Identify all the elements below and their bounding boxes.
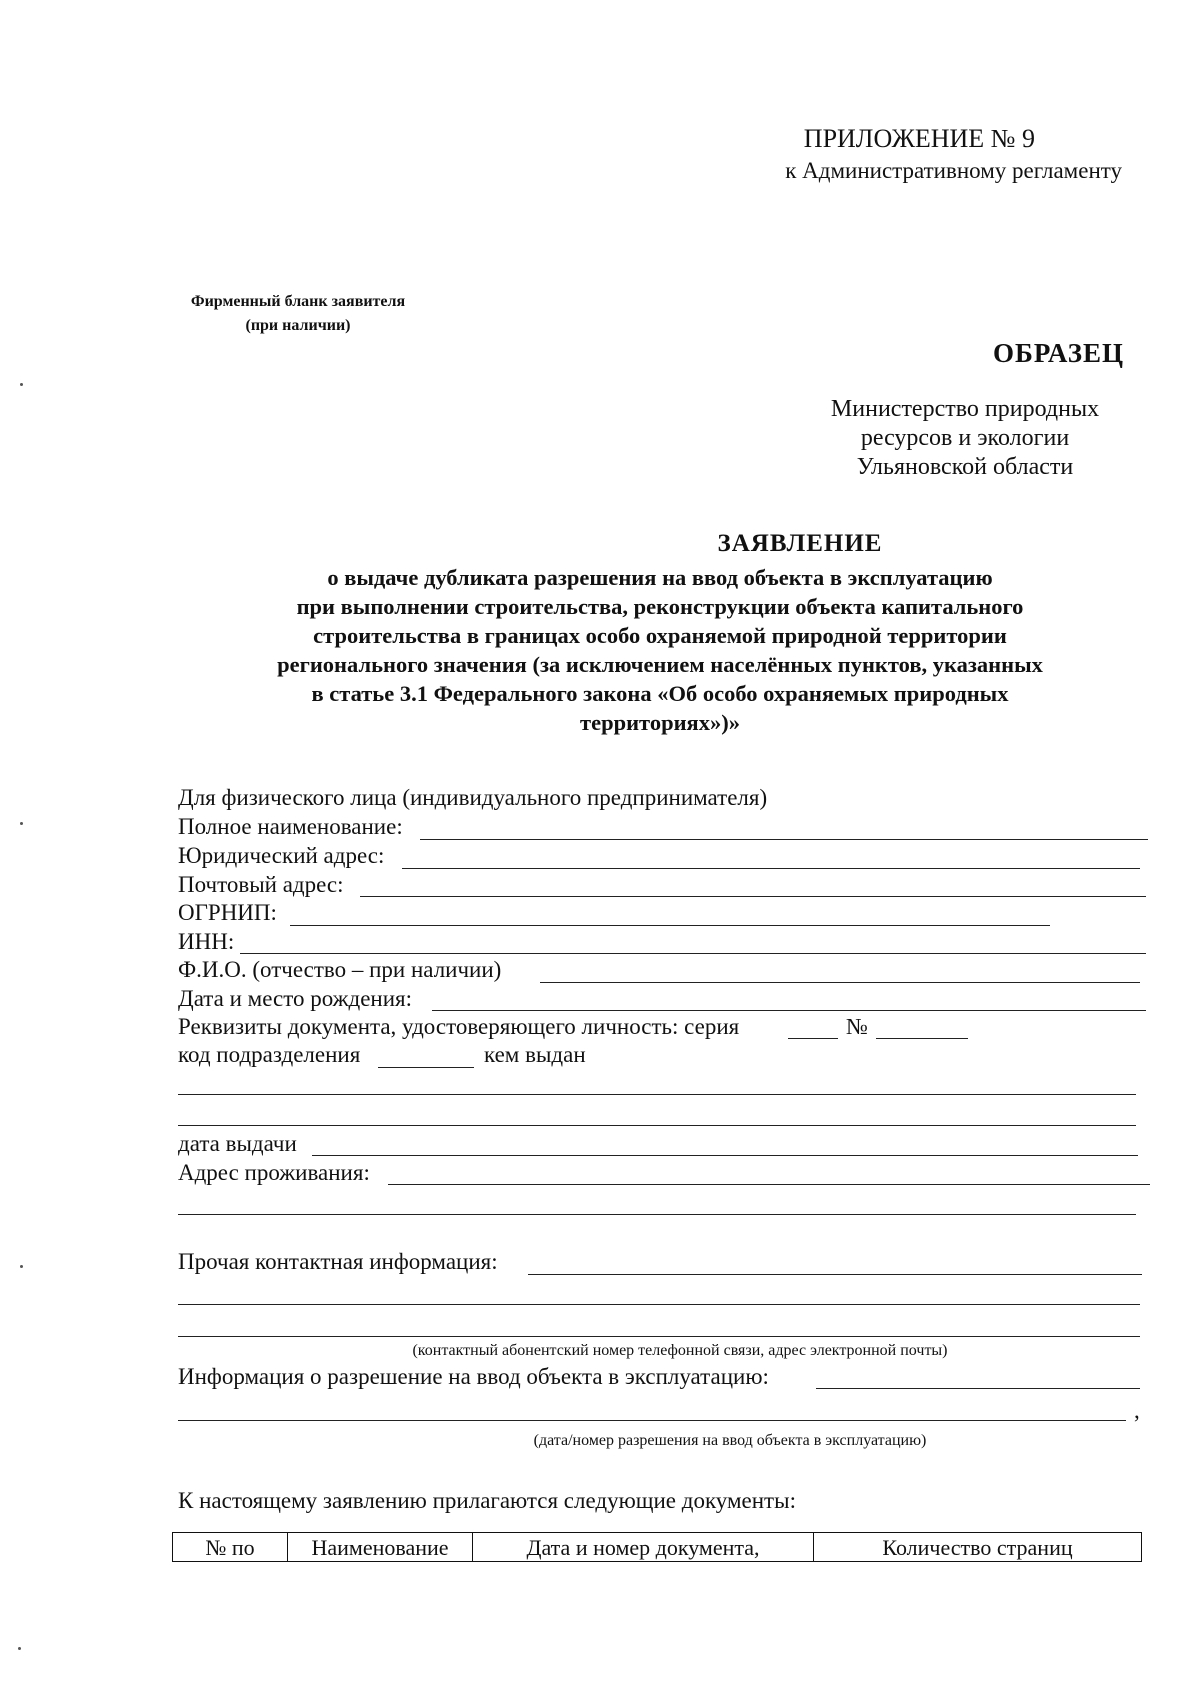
inn-field[interactable]	[240, 953, 1146, 954]
contact-hint: (контактный абонентский номер телефонной связи, адрес электронной почты)	[412, 1342, 948, 1359]
attachments-table	[172, 1532, 1142, 1562]
letterhead-line: (при наличии)	[245, 317, 351, 334]
division-code-field[interactable]	[378, 1067, 474, 1068]
other-contact-field-extra[interactable]	[178, 1336, 1140, 1337]
issue-date-field[interactable]	[312, 1155, 1138, 1156]
scan-speck	[20, 822, 23, 825]
addressee	[800, 395, 1130, 482]
permit-hint: (дата/номер разрешения на ввод объекта в эксплуатацию)	[533, 1432, 927, 1449]
id-series-field[interactable]	[788, 1038, 838, 1039]
ogrnip-field[interactable]	[290, 925, 1050, 926]
column-header: Наименование	[288, 1533, 473, 1562]
subtitle-line: в статье 3.1 Федерального закона «Об особо охраняемых природных	[311, 681, 1009, 706]
residence-field[interactable]	[388, 1184, 1150, 1185]
table-header-row	[173, 1533, 1142, 1562]
column-header: № по	[173, 1533, 288, 1562]
fio-field[interactable]	[540, 982, 1140, 983]
other-contact-field[interactable]	[528, 1274, 1142, 1275]
document-title: ЗАЯВЛЕНИЕ	[717, 530, 883, 557]
id-number-field[interactable]	[876, 1038, 968, 1039]
issue-date-label: дата выдачи	[178, 1131, 297, 1156]
division-code-label: код подразделения	[178, 1042, 361, 1067]
number-sign: №	[846, 1014, 868, 1039]
full-name-field[interactable]	[420, 839, 1148, 840]
full-name-label: Полное наименование:	[178, 814, 403, 839]
issued-by-label: кем выдан	[484, 1042, 586, 1067]
subtitle-line: строительства в границах особо охраняемой природной территории	[313, 623, 1007, 648]
other-contact-label: Прочая контактная информация:	[178, 1249, 498, 1274]
postal-address-label: Почтовый адрес:	[178, 872, 344, 897]
permit-info-label: Информация о разрешение на ввод объекта в эксплуатацию:	[178, 1364, 769, 1389]
letterhead-note	[168, 290, 428, 338]
addressee-line: ресурсов и экологии	[860, 425, 1070, 451]
addressee-line: Министерство природных	[830, 396, 1100, 422]
subtitle-line: о выдаче дубликата разрешения на ввод объекта в эксплуатацию	[327, 565, 993, 590]
fio-label: Ф.И.О. (отчество – при наличии)	[178, 957, 502, 982]
ogrnip-label: ОГРНИП:	[178, 900, 277, 925]
permit-info-field-extra[interactable]	[178, 1420, 1126, 1421]
other-contact-field-extra[interactable]	[178, 1304, 1140, 1305]
issued-by-field-extra[interactable]	[178, 1125, 1136, 1126]
birth-field[interactable]	[432, 1010, 1146, 1011]
appendix-title: ПРИЛОЖЕНИЕ № 9	[803, 124, 1035, 153]
birth-label: Дата и место рождения:	[178, 986, 413, 1011]
document-subtitle	[200, 563, 1120, 737]
postal-address-field[interactable]	[360, 896, 1146, 897]
sample-label: ОБРАЗЕЦ	[993, 338, 1124, 368]
trailing-comma: ,	[1134, 1398, 1140, 1423]
legal-address-field[interactable]	[402, 868, 1140, 869]
letterhead-line: Фирменный бланк заявителя	[190, 293, 406, 310]
permit-info-field[interactable]	[816, 1388, 1140, 1389]
attachments-heading: К настоящему заявлению прилагаются следующие документы:	[178, 1488, 796, 1513]
id-document-label: Реквизиты документа, удостоверяющего личность: серия	[178, 1014, 740, 1039]
scan-speck	[20, 383, 23, 386]
section-heading: Для физического лица (индивидуального предпринимателя)	[178, 785, 768, 810]
subtitle-line: регионального значения (за исключением населённых пунктов, указанных	[277, 652, 1043, 677]
inn-label: ИНН:	[178, 929, 235, 954]
subtitle-line: при выполнении строительства, реконструкции объекта капитального	[296, 594, 1024, 619]
residence-label: Адрес проживания:	[178, 1160, 370, 1185]
column-header: Количество страниц	[814, 1533, 1142, 1562]
scan-speck	[18, 1647, 21, 1650]
issued-by-field[interactable]	[178, 1094, 1136, 1095]
appendix-subtitle: к Административному регламенту	[785, 158, 1122, 183]
scan-speck	[20, 1265, 23, 1268]
subtitle-line: территориях»)»	[580, 710, 740, 735]
legal-address-label: Юридический адрес:	[178, 843, 385, 868]
residence-field-extra[interactable]	[178, 1214, 1136, 1215]
addressee-line: Ульяновской области	[856, 454, 1074, 480]
column-header: Дата и номер документа,	[473, 1533, 814, 1562]
